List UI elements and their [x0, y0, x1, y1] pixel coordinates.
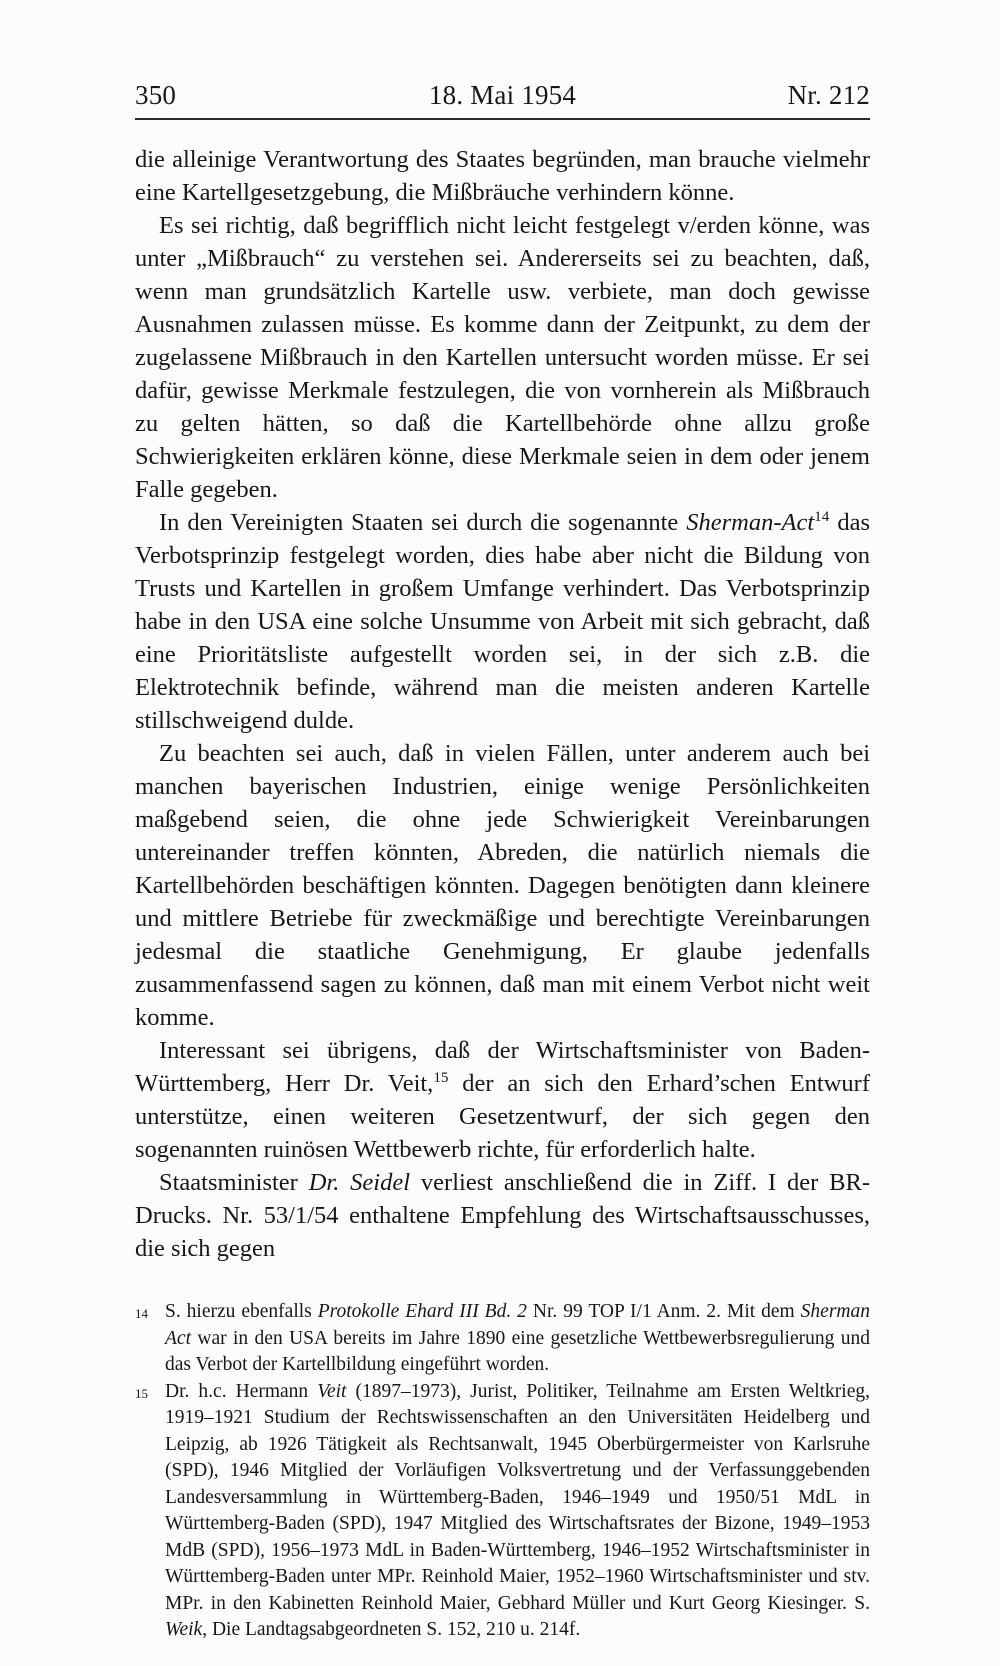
- body-paragraph: In den Vereinigten Staaten sei durch die sogenannte Sherman-Act$^{14}$ das Verbotsprinzip festgelegt worden, dies habe aber nicht die Bildung von Trusts und Kartellen in großem Umfange verhindert. Das Verbotsprinzip habe in den USA eine solche Unsumme von Arbeit mit sich gebracht, daß eine Prioritätsliste aufgestellt worden sei, in der sich z.B. die Elektrotechnik befinde, während man die meisten anderen Kartelle stillschweigend dulde.: [135, 507, 870, 734]
- body-paragraph: Zu beachten sei auch, daß in vielen Fällen, unter anderem auch bei manchen bayerischen Industrien, einige wenige Persönlichkeiten maßgebend seien, die ohne jede Schwierigkeit Vereinbarungen untereinander treffen könnten, Abreden, die natürlich niemals die Kartellbehörden beschäftigen könnten. Dagegen benötigten dann kleinere und mittlere Betriebe für zweckmäßige und berechtigte Vereinbarungen jedesmal die staatliche Genehmigung, Er glaube jedenfalls zusammenfassend sagen zu können, daß man mit einem Verbot nicht weit komme.: [135, 740, 870, 1031]
- body-paragraph: die alleinige Verantwortung des Staates begründen, man brauche vielmehr eine Kartellgesetzgebung, die Mißbräuche verhindern könne.: [135, 146, 870, 206]
- footnotes-section: [135, 1299, 870, 1644]
- footnote-marker: 14: [135, 1306, 148, 1321]
- footnote-ref: 14: [814, 507, 830, 525]
- footnote: [135, 1379, 870, 1644]
- body-paragraph: Es sei richtig, daß begrifflich nicht leicht festgelegt v/erden könne, was unter „Mißbrauch“ zu verstehen sei. Andererseits sei zu beachten, daß, wenn man grundsätzlich Kartelle usw. verbiete, man doch gewisse Ausnahmen zulassen müsse. Es komme dann der Zeitpunkt, zu dem der zugelassene Mißbrauch in den Kartellen untersucht worden müsse. Er sei dafür, gewisse Merkmale festzulegen, die von vornherein als Mißbrauch zu gelten hätten, so daß die Kartellbehörde ohne allzu große Schwierigkeiten erklären könne, diese Merkmale seien in dem oder jenem Falle gegeben.: [135, 212, 870, 503]
- body-paragraph: Staatsminister Dr. Seidel verliest anschließend die in Ziff. I der BR-Drucks. Nr. 53/1/54 enthaltene Empfehlung des Wirtschaftsausschusses, die sich gegen: [135, 1169, 871, 1262]
- footnote-text: S. hierzu ebenfalls Protokolle Ehard III Bd. 2 Nr. 99 TOP I/1 Anm. 2. Mit dem Sherman Act war in den USA bereits im Jahre 1890 eine gesetzliche Wettbewerbsregulierung und das Verbot der Kartellbildung eingeführt worden.: [165, 1301, 870, 1375]
- body-paragraph: Interessant sei übrigens, daß der Wirtschaftsminister von Baden-Württemberg, Herr Dr. Veit,$^{15}$ der an sich den Erhard’schen Entwurf unterstütze, einen weiteren Gesetzentwurf, der sich gegen den sogenannten ruinösen Wettbewerb richte, für erforderlich halte.: [135, 1037, 870, 1163]
- page-number: 350: [135, 80, 177, 110]
- footnote-marker: 15: [135, 1385, 148, 1401]
- footnote-text: Dr. h.c. Hermann Veit (1897–1973), Jurist, Politiker, Teilnahme am Ersten Weltkrieg, 1919–1921 Studium der Rechtswissenschaften an den Universitäten Heidelberg und Leipzig, ab 1926 Tätigkeit als Rechtsanwalt, 1945 Oberbürgermeister von Karlsruhe (SPD), 1946 Mitglied der Vorläufigen Volksvertretung und der Verfassunggebenden Landesversammlung in Württemberg-Baden, 1946–1949 und 1950/51 MdL in Württemberg-Baden (SPD), 1947 Mitglied des Wirtschaftsrates der Bizone, 1949–1953 MdB (SPD), 1956–1973 MdL in Baden-Württemberg, 1946–1952 Wirtschaftsminister in Württemberg-Baden unter MPr. Reinhold Maier, 1952–1960 Wirtschaftsminister und stv. MPr. in den Kabinetten Reinhold Maier, Gebhard Müller und Kurt Georg Kiesinger. S. Weik, Die Landtagsabgeordneten S. 152, 210 u. 214f.: [165, 1380, 870, 1640]
- page-header: [135, 80, 870, 111]
- header-date: 18. Mai 1954: [428, 80, 577, 110]
- body-text: [135, 143, 870, 1265]
- footnote-ref: 15: [433, 1068, 449, 1086]
- document-number: Nr. 212: [787, 80, 870, 110]
- header-rule: [135, 118, 870, 120]
- footnote: [135, 1299, 870, 1379]
